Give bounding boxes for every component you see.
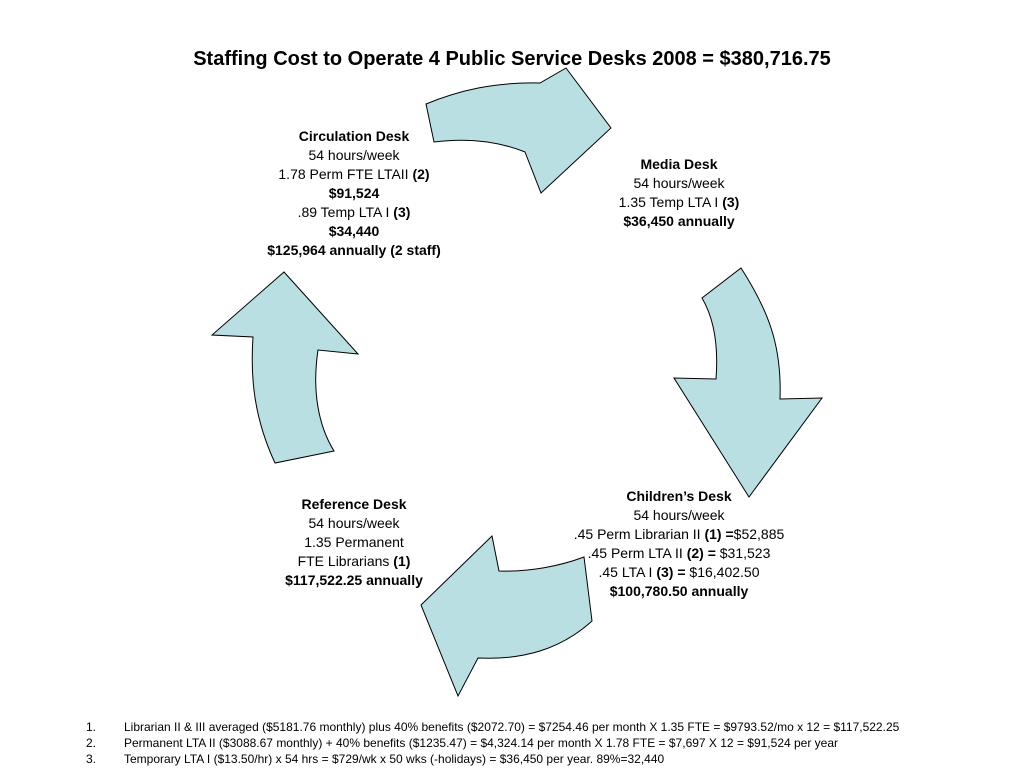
reference-desk-total: $117,522.25 annually [285, 572, 423, 588]
reference-desk-line2 [244, 552, 464, 571]
childrens-desk-name: Children’s Desk [626, 488, 732, 504]
footnote-number: 1. [86, 720, 97, 734]
arrow-media-to-children [674, 268, 822, 497]
media-line1-ref: (3) [722, 194, 740, 210]
childrens-line3-ref: (3) = [656, 564, 686, 580]
reference-desk-hours: 54 hours/week [308, 515, 400, 531]
reference-line2-text: FTE Librarians [297, 553, 394, 569]
childrens-line3-text: .45 LTA I [598, 564, 657, 580]
page-title: Staffing Cost to Operate 4 Public Service Desks 2008 = $380,716.75 [193, 48, 831, 70]
reference-desk-name: Reference Desk [301, 496, 407, 512]
circulation-line1-ref: (2) [412, 166, 430, 182]
footnotes [86, 719, 1024, 767]
media-desk-name: Media Desk [640, 156, 718, 172]
circulation-desk-hours: 54 hours/week [308, 147, 400, 163]
circulation-line1-cost: $91,524 [328, 185, 380, 201]
media-desk-label [579, 155, 779, 231]
childrens-desk-line3 [549, 563, 809, 582]
footnote-3 [86, 751, 1024, 767]
childrens-desk-line1 [549, 525, 809, 544]
circulation-line2-ref: (3) [393, 204, 411, 220]
childrens-line2-cost: $31,523 [715, 545, 771, 561]
footnote-text: Permanent LTA II ($3088.67 monthly) + 40% benefits ($1235.47) = $4,324.14 per month X 1.78 FTE = $7,697 X 12 = $91,524 per year [124, 736, 839, 750]
media-desk-hours: 54 hours/week [633, 175, 725, 191]
circulation-desk-line2 [234, 203, 474, 222]
footnote-2 [86, 735, 1024, 751]
childrens-line3-cost: $16,402.50 [685, 564, 760, 580]
reference-desk-label [244, 495, 464, 590]
childrens-line1-cost: $52,885 [733, 526, 785, 542]
childrens-line2-ref: (2) = [686, 545, 716, 561]
footnote-text: Temporary LTA I ($13.50/hr) x 54 hrs = $729/wk x 50 wks (-holidays) = $36,450 per year. 89%=32,440 [124, 752, 665, 766]
footnote-text: Librarian II & III averaged ($5181.76 monthly) plus 40% benefits ($2072.70) = $7254.46 per month X 1.35 FTE = $9793.52/mo x 12 = $117,522.25 [124, 720, 900, 734]
childrens-line1-text: .45 Perm Librarian II [573, 526, 705, 542]
media-desk-total: $36,450 annually [623, 213, 735, 229]
childrens-desk-line2 [549, 544, 809, 563]
circulation-desk-total: $125,964 annually (2 staff) [267, 242, 441, 258]
footnote-1 [86, 719, 1024, 735]
childrens-desk-hours: 54 hours/week [633, 507, 725, 523]
circulation-desk-line1 [234, 165, 474, 184]
childrens-desk-label [549, 487, 809, 601]
reference-desk-line1: 1.35 Permanent [304, 534, 404, 550]
circulation-desk-label [234, 127, 474, 260]
circulation-line2-text: .89 Temp LTA I [297, 204, 394, 220]
media-line1-text: 1.35 Temp LTA I [618, 194, 723, 210]
circulation-line1-text: 1.78 Perm FTE LTAII [278, 166, 413, 182]
circulation-line2-cost: $34,440 [328, 223, 380, 239]
childrens-line2-text: .45 Perm LTA II [587, 545, 687, 561]
childrens-line1-ref: (1) = [704, 526, 734, 542]
footnote-number: 2. [86, 736, 97, 750]
media-desk-line1 [579, 193, 779, 212]
footnote-number: 3. [86, 752, 97, 766]
reference-line2-ref: (1) [393, 553, 411, 569]
arrow-reference-to-circulation [212, 272, 358, 463]
circulation-desk-name: Circulation Desk [298, 128, 410, 144]
childrens-desk-total: $100,780.50 annually [609, 583, 749, 599]
